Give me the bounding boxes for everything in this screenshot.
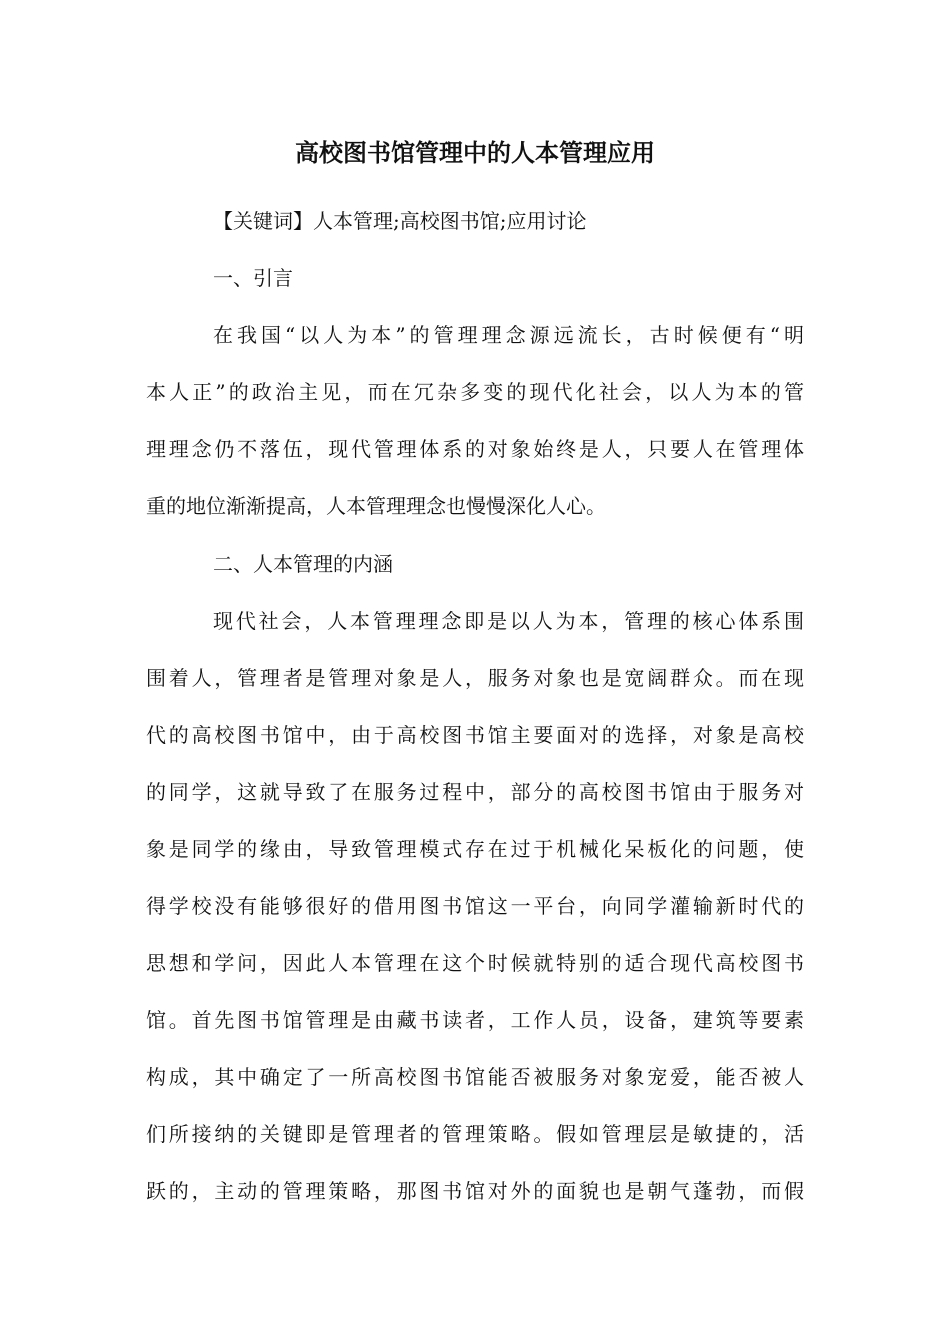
section-heading-connotation: 二、人本管理的内涵 [213,552,393,576]
paragraph-line: 馆。首先图书馆管理是由藏书读者，工作人员，设备，建筑等要素 [146,1008,804,1032]
paragraph-line: 跃的，主动的管理策略，那图书馆对外的面貌也是朝气蓬勃，而假 [146,1179,804,1203]
paragraph-line: 代的高校图书馆中，由于高校图书馆主要面对的选择，对象是高校 [146,723,804,747]
paragraph-line: 现代社会，人本管理理念即是以人为本，管理的核心体系围 [213,609,804,633]
paragraph-line: 象是同学的缘由，导致管理模式存在过于机械化呆板化的问题，使 [146,837,804,861]
paragraph-line: 们所接纳的关键即是管理者的管理策略。假如管理层是敏捷的，活 [146,1122,804,1146]
paragraph-line: 在我国“以人为本”的管理理念源远流长，古时候便有“明 [213,323,804,347]
document-title: 高校图书馆管理中的人本管理应用 [295,138,655,167]
section-heading-introduction: 一、引言 [213,266,293,290]
paragraph-line: 思想和学问，因此人本管理在这个时候就特别的适合现代高校图书 [146,951,804,975]
paragraph-line: 围着人，管理者是管理对象是人，服务对象也是宽阔群众。而在现 [146,666,804,690]
keywords-line: 【关键词】人本管理;高校图书馆;应用讨论 [213,209,587,233]
paragraph-line: 本人正”的政治主见，而在冗杂多变的现代化社会，以人为本的管 [146,380,804,404]
paragraph-line: 重的地位渐渐提高，人本管理理念也慢慢深化人心。 [146,494,606,518]
paragraph-line: 理理念仍不落伍，现代管理体系的对象始终是人，只要人在管理体 [146,437,804,461]
paragraph-line: 得学校没有能够很好的借用图书馆这一平台，向同学灌输新时代的 [146,894,804,918]
paragraph-line: 构成，其中确定了一所高校图书馆能否被服务对象宠爱，能否被人 [146,1065,804,1089]
paragraph-line: 的同学，这就导致了在服务过程中，部分的高校图书馆由于服务对 [146,780,804,804]
